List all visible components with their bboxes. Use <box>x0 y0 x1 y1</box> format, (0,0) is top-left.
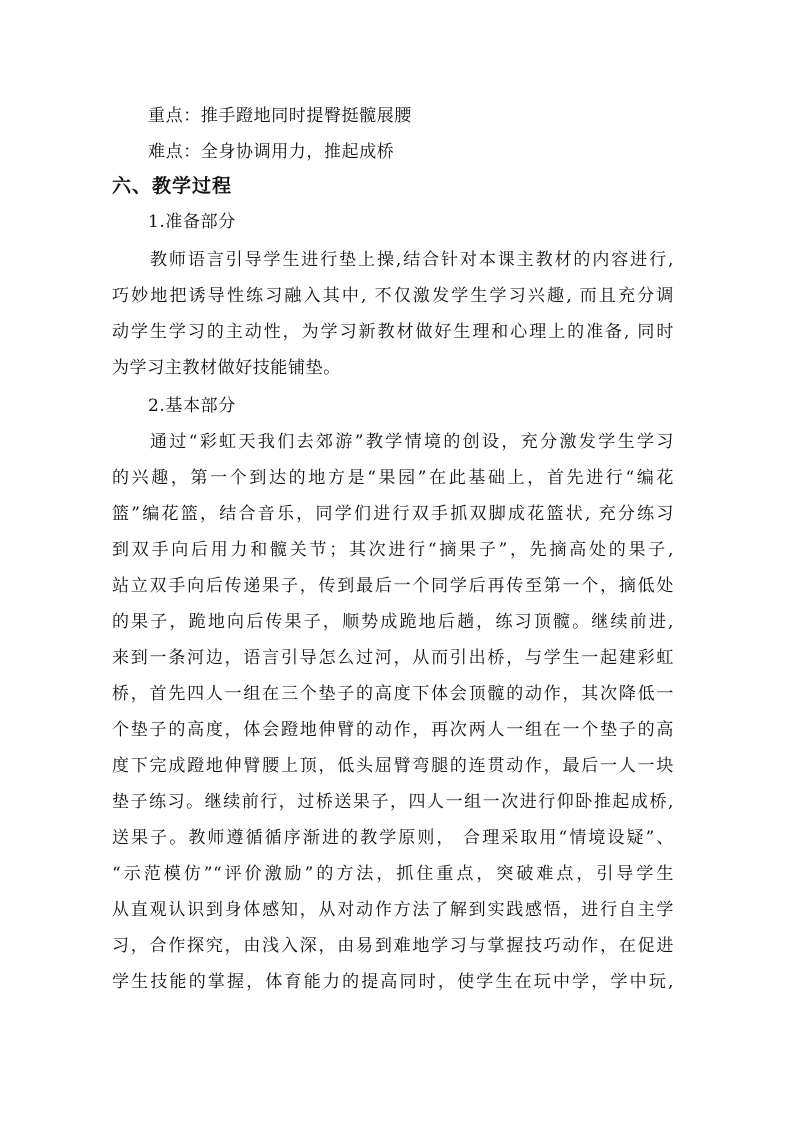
part2-line: “示范模仿”“评价激励”的方法，抓住重点，突破难点，引导学生 <box>112 864 674 884</box>
part2-title: 2.基本部分 <box>148 396 236 416</box>
part1-line: 动学生学习的主动性，为学习新教材做好生理和心理上的准备, 同时 <box>112 322 674 342</box>
key-point-line: 重点：推手蹬地同时提臀挺髋展腰 <box>148 106 412 126</box>
part1-title: 1.准备部分 <box>148 212 236 232</box>
part2-line: 垫子练习。继续前行，过桥送果子，四人一组一次进行仰卧推起成桥, <box>112 792 674 812</box>
part2-line: 从直观认识到身体感知，从对动作方法了解到实践感悟，进行自主学 <box>112 900 674 920</box>
part2-line: 度下完成蹬地伸臂腰上顶，低头屈臂弯腿的连贯动作，最后一人一块 <box>112 756 674 776</box>
part2-line: 站立双手向后传递果子，传到最后一个同学后再传至第一个，摘低处 <box>112 576 674 596</box>
difficult-point-line: 难点：全身协调用力，推起成桥 <box>148 142 395 162</box>
part2-line: 送果子。教师遵循循序渐进的教学原则， 合理采取用“情境设疑”、 <box>112 828 674 848</box>
part2-line: 篮”编花篮，结合音乐，同学们进行双手抓双脚成花篮状, 充分练习 <box>112 504 674 524</box>
part2-line: 桥，首先四人一组在三个垫子的高度下体会顶髋的动作，其次降低一 <box>112 684 674 704</box>
part2-line: 习，合作探究，由浅入深，由易到难地学习与掌握技巧动作，在促进 <box>112 936 674 956</box>
part2-line: 来到一条河边，语言引导怎么过河，从而引出桥，与学生一起建彩虹 <box>112 648 674 668</box>
part1-line: 巧妙地把诱导性练习融入其中, 不仅激发学生学习兴趣, 而且充分调 <box>112 286 674 306</box>
section-heading: 六、教学过程 <box>112 175 233 197</box>
part2-line: 的兴趣，第一个到达的地方是“果园”在此基础上，首先进行“编花 <box>112 468 674 488</box>
part1-line: 教师语言引导学生进行垫上操,结合针对本课主教材的内容进行, <box>150 250 674 270</box>
part2-line: 个垫子的高度，体会蹬地伸臂的动作，再次两人一组在一个垫子的高 <box>112 720 674 740</box>
part2-line: 的果子，跪地向后传果子，顺势成跪地后趟，练习顶髋。继续前进, <box>112 612 674 632</box>
part2-line: 到双手向后用力和髋关节；其次进行“摘果子”，先摘高处的果子, <box>112 540 674 560</box>
part2-line: 学生技能的掌握，体育能力的提高同时，使学生在玩中学，学中玩, <box>112 972 674 992</box>
part2-line: 通过“彩虹天我们去郊游”教学情境的创设，充分激发学生学习 <box>150 432 674 452</box>
part1-line: 为学习主教材做好技能铺垫。 <box>112 358 341 378</box>
